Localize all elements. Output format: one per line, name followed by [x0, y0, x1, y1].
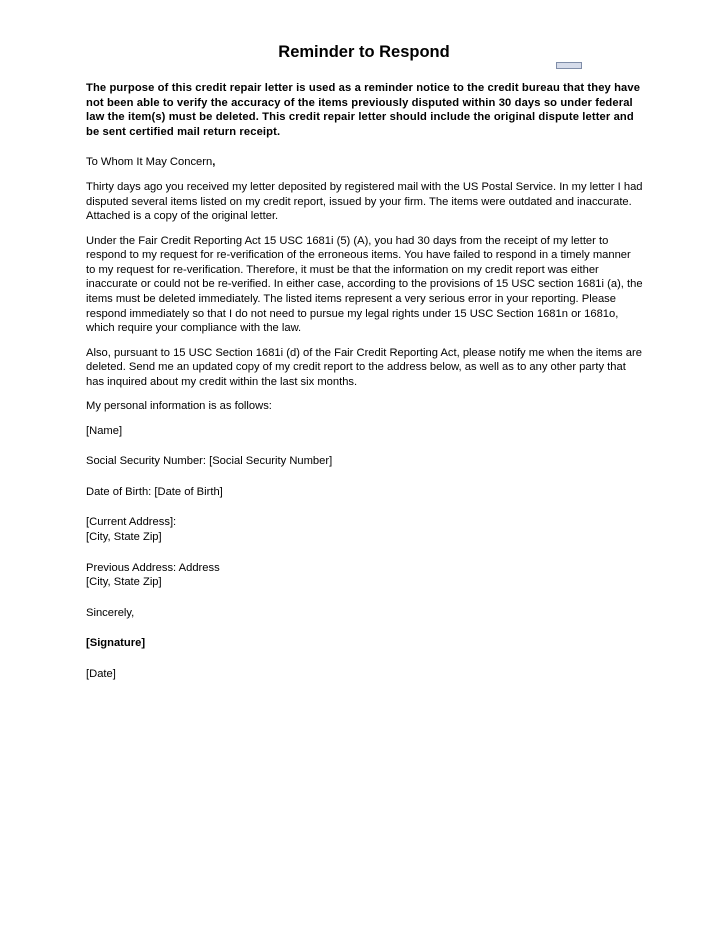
current-address-field: [Current Address]:: [86, 516, 177, 529]
greeting: [86, 155, 643, 170]
dob-field: Date of Birth: [Date of Birth]: [86, 485, 223, 498]
previous-city-field: [City, State Zip]: [86, 576, 162, 589]
name-field: [Name]: [86, 424, 123, 437]
closing: Sincerely,: [86, 606, 135, 619]
signature: [Signature]: [86, 637, 146, 650]
body-paragraph: Thirty days ago you received my letter deposited by registered mail with the US Postal Service. In my letter I had disputed several items listed on my credit report, issued by your firm. The items were outdated and inaccurate. Attached is a copy of the original letter.: [86, 180, 643, 223]
letter-title: Reminder to Respond: [278, 43, 450, 61]
info-intro: My personal information is as follows:: [86, 400, 272, 413]
body-paragraph: Under the Fair Credit Reporting Act 15 USC 1681i (5) (A), you had 30 days from the receipt of my letter to respond to my request for re-verification of the erroneous items. You have failed to respond in a timely manner to my request for re-verification. Therefore, it must be that the information on my credit report was either inaccurate or could not be re-verified. In either case, according to the provisions of 15 USC section 1681i (a), the items must be deleted immediately. The listed items represent a very serious error in your reporting. Please respond immediately so that I do not need to pursue my legal rights under 15 USC Section 1681n or 1681o, which require your compliance with the law.: [86, 234, 643, 335]
embedded-object-marker: [556, 62, 582, 69]
letter-body: [86, 81, 643, 682]
body-paragraph: Also, pursuant to 15 USC Section 1681i (d) of the Fair Credit Reporting Act, please notify me when the items are deleted. Send me an updated copy of my credit report to the address below, as well as to any other party that has inquired about my credit within the last six months.: [86, 346, 642, 388]
greeting-punct: ,: [212, 156, 216, 169]
current-city-field: [City, State Zip]: [86, 531, 162, 544]
ssn-field: Social Security Number: [Social Security Number]: [86, 455, 333, 468]
date-field: [Date]: [86, 668, 116, 681]
intro-paragraph: The purpose of this credit repair letter is used as a reminder notice to the credit bureau that they have not been able to verify the accuracy of the items previously disputed within 30 days so under federal law the item(s) must be deleted. This credit repair letter should include the original dispute letter and be sent certified mail return receipt.: [86, 82, 641, 138]
greeting-text: To Whom It May Concern: [86, 156, 213, 169]
previous-address-field: Previous Address: Address: [86, 561, 220, 574]
